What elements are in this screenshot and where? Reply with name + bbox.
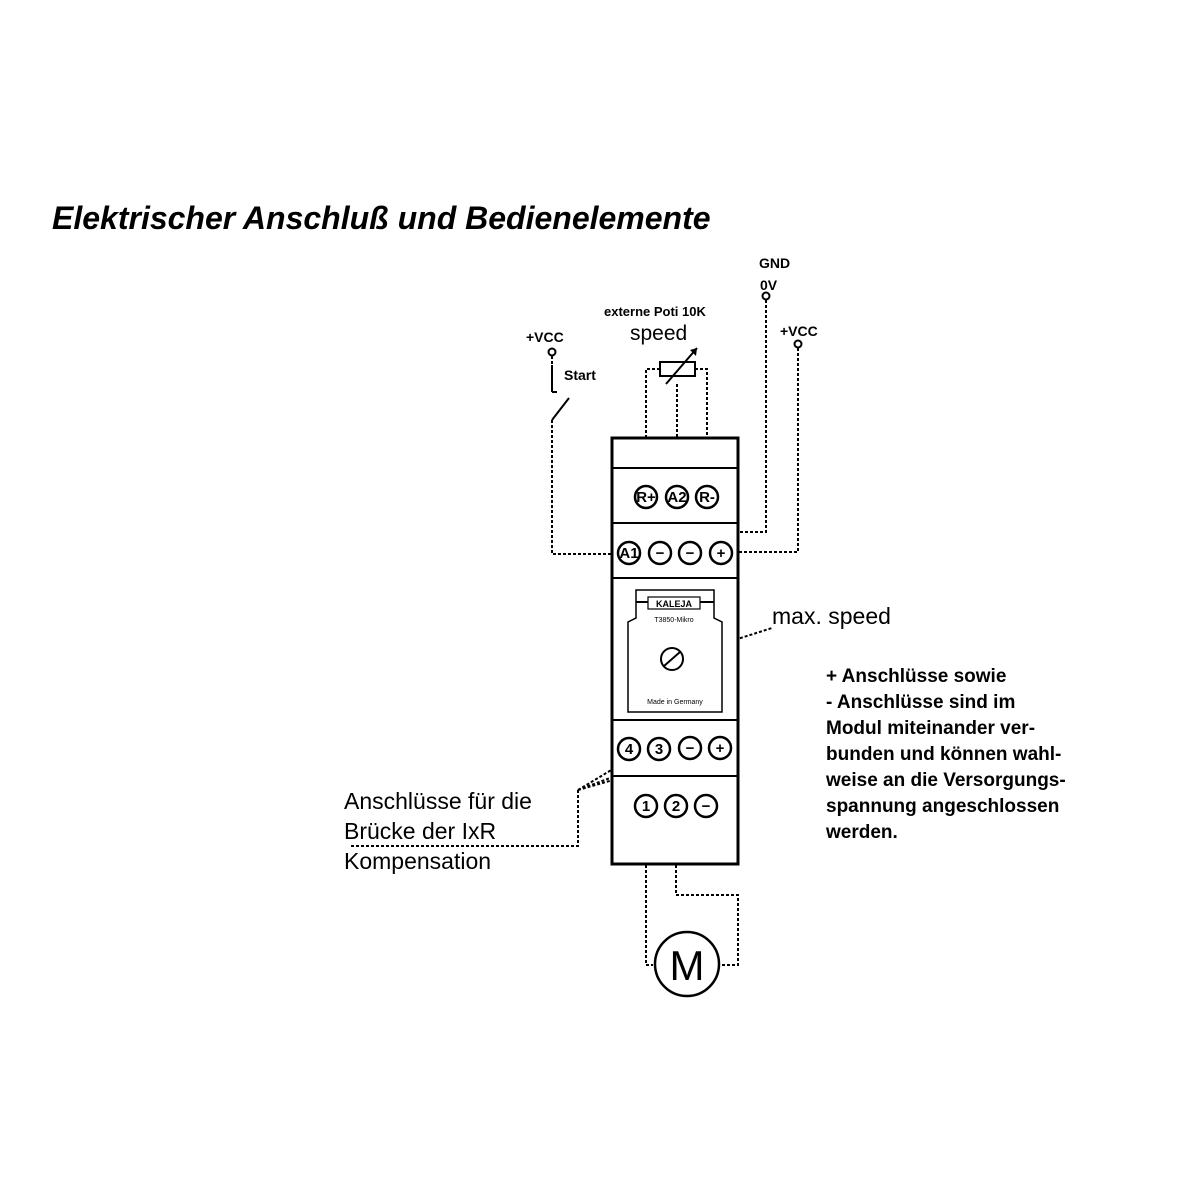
start-label: Start (564, 367, 596, 383)
brand-label: KALEJA (655, 599, 693, 609)
terminal-r-plus[interactable] (635, 486, 657, 508)
terminal-row-bottom (635, 795, 717, 817)
svg-text:A2: A2 (667, 489, 687, 506)
gnd-label: GND (759, 255, 791, 271)
svg-text:3: 3 (654, 741, 664, 758)
terminal-row-top (635, 486, 718, 508)
supply-note-line: werden. (826, 822, 898, 843)
terminal-minus-3[interactable] (679, 737, 701, 759)
svg-text:−: − (655, 545, 665, 562)
vcc-left-terminal-dot (549, 349, 556, 356)
svg-text:2: 2 (671, 798, 681, 815)
terminal-plus-1[interactable] (710, 542, 732, 564)
speed-label: speed (630, 322, 688, 345)
supply-note-line: Modul miteinander ver- (826, 718, 1036, 739)
terminal-2[interactable] (665, 795, 687, 817)
bridge-note-line: Anschlüsse für die (344, 788, 532, 814)
terminal-minus-4[interactable] (695, 795, 717, 817)
diagram-title: Elektrischer Anschluß und Bedienelemente (52, 200, 711, 236)
svg-text:−: − (685, 545, 695, 562)
model-label: T3850-Mikro (654, 617, 694, 624)
terminal-4[interactable] (618, 738, 640, 760)
terminal-minus-2[interactable] (679, 542, 701, 564)
start-switch (552, 356, 569, 420)
poti-label: externe Poti 10K (604, 304, 706, 319)
motor-label: M (669, 942, 705, 989)
terminal-a1[interactable] (618, 542, 640, 564)
bridge-note (344, 788, 532, 874)
bridge-note-line: Brücke der IxR (344, 818, 497, 844)
svg-text:+: + (716, 545, 726, 562)
terminal-plus-2[interactable] (709, 737, 731, 759)
terminal-r-minus[interactable] (696, 486, 718, 508)
terminal-a2[interactable] (666, 486, 688, 508)
svg-text:R-: R- (699, 489, 715, 506)
supply-note-line: spannung angeschlossen (826, 796, 1060, 817)
terminal-minus-1[interactable] (649, 542, 671, 564)
svg-text:R+: R+ (636, 489, 656, 506)
svg-text:−: − (701, 798, 711, 815)
supply-note (825, 666, 1066, 843)
supply-note-line: + Anschlüsse sowie (826, 666, 1007, 687)
vcc-left-label: +VCC (526, 329, 564, 345)
svg-text:1: 1 (641, 798, 651, 815)
svg-text:4: 4 (624, 741, 634, 758)
terminal-1[interactable] (635, 795, 657, 817)
motor-symbol (655, 932, 719, 996)
bridge-note-line: Kompensation (344, 848, 492, 874)
potentiometer-symbol (660, 348, 697, 384)
zero-volt-label: 0V (760, 277, 778, 293)
vcc-right-label: +VCC (780, 323, 818, 339)
gnd-terminal-dot (763, 293, 770, 300)
svg-text:−: − (685, 740, 695, 757)
supply-note-line: weise an die Versorgungs- (826, 770, 1066, 791)
terminal-3[interactable] (648, 738, 670, 760)
svg-text:A1: A1 (619, 545, 639, 562)
max-speed-label: max. speed (772, 603, 891, 629)
supply-note-line: - Anschlüsse sind im (826, 692, 1016, 713)
vcc-right-terminal-dot (795, 341, 802, 348)
svg-text:+: + (715, 740, 725, 757)
supply-note-line: bunden und können wahl- (826, 744, 1062, 765)
made-in-label: Made in Germany (647, 699, 703, 706)
